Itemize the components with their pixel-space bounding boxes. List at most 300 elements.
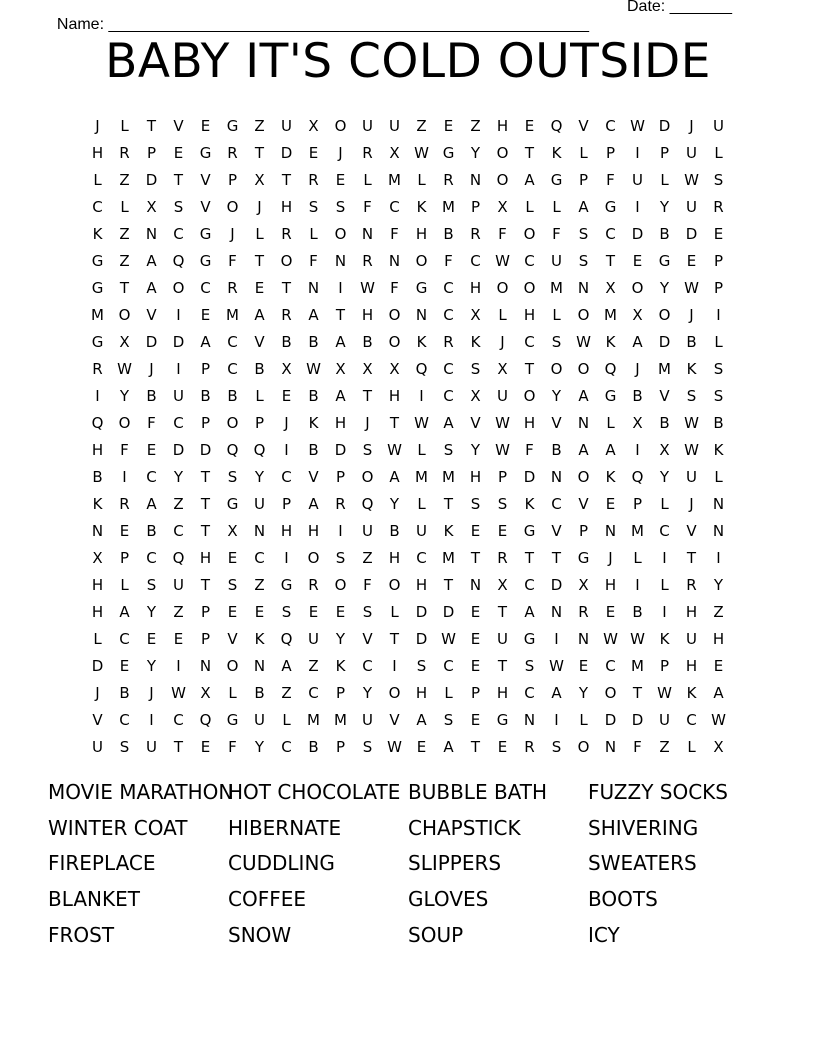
- grid-letter: N: [388, 251, 401, 270]
- grid-letter: L: [444, 683, 453, 702]
- grid-letter: O: [388, 305, 401, 324]
- grid-letter: R: [470, 224, 481, 243]
- word-bank-item: WINTER COAT: [48, 815, 188, 840]
- grid-letter: C: [605, 116, 616, 135]
- grid-letter: W: [387, 440, 402, 459]
- grid-letter: P: [578, 170, 589, 189]
- grid-letter: C: [146, 467, 157, 486]
- grid-letter: J: [95, 683, 100, 702]
- grid-letter: N: [523, 710, 536, 729]
- grid-letter: X: [632, 413, 643, 432]
- grid-letter: E: [578, 656, 589, 675]
- grid-letter: Z: [119, 170, 130, 189]
- grid-letter: M: [226, 305, 239, 324]
- grid-letter: C: [443, 278, 454, 297]
- grid-letter: L: [660, 575, 669, 594]
- grid-letter: H: [415, 575, 428, 594]
- grid-letter: O: [118, 305, 131, 324]
- grid-letter: W: [684, 278, 699, 297]
- grid-letter: X: [146, 197, 157, 216]
- word-bank-item: BUBBLE BATH: [408, 780, 548, 804]
- grid-letter: B: [632, 602, 643, 621]
- grid-letter: C: [119, 629, 130, 648]
- grid-letter: T: [173, 170, 184, 189]
- grid-letter: Y: [254, 737, 265, 756]
- grid-letter: B: [146, 521, 157, 540]
- grid-letter: L: [606, 413, 615, 432]
- grid-letter: D: [415, 602, 428, 621]
- grid-letter: A: [119, 602, 130, 621]
- word-bank-item: FIREPLACE: [48, 851, 156, 876]
- grid-letter: N: [253, 656, 266, 675]
- grid-letter: V: [659, 386, 670, 405]
- grid-letter: V: [254, 332, 265, 351]
- grid-letter: O: [226, 413, 239, 432]
- grid-letter: W: [171, 683, 186, 702]
- word-bank-item: SOUP: [408, 922, 464, 947]
- grid-letter: D: [658, 116, 671, 135]
- grid-letter: E: [497, 521, 508, 540]
- grid-letter: X: [659, 440, 670, 459]
- grid-letter: Y: [362, 683, 373, 702]
- grid-letter: V: [200, 170, 211, 189]
- grid-letter: S: [416, 656, 427, 675]
- grid-letter: I: [176, 656, 181, 675]
- grid-letter: F: [363, 197, 372, 216]
- grid-letter: P: [470, 683, 481, 702]
- grid-letter: Q: [415, 359, 428, 378]
- grid-letter: R: [335, 494, 346, 513]
- grid-letter: I: [149, 710, 154, 729]
- word-bank-item: SHIVERING: [588, 815, 699, 840]
- grid-letter: Z: [281, 683, 292, 702]
- grid-letter: T: [200, 521, 211, 540]
- grid-letter: T: [470, 737, 481, 756]
- grid-letter: G: [550, 170, 563, 189]
- grid-letter: W: [306, 359, 321, 378]
- grid-letter: R: [443, 170, 454, 189]
- grid-letter: Q: [172, 548, 185, 567]
- grid-letter: L: [282, 710, 291, 729]
- grid-letter: B: [308, 440, 319, 459]
- grid-letter: E: [713, 656, 724, 675]
- name-field-label: Name: ______________________________________________________: [56, 16, 589, 33]
- grid-letter: O: [604, 683, 617, 702]
- word-bank-item: SWEATERS: [588, 851, 697, 876]
- grid-letter: D: [280, 143, 293, 162]
- grid-letter: T: [524, 143, 535, 162]
- grid-letter: S: [362, 440, 373, 459]
- grid-letter: H: [91, 602, 104, 621]
- grid-letter: B: [200, 386, 211, 405]
- grid-letter: V: [551, 521, 562, 540]
- grid-letter: T: [443, 494, 454, 513]
- grid-letter: S: [497, 494, 508, 513]
- grid-letter: W: [495, 440, 510, 459]
- grid-letter: O: [334, 224, 347, 243]
- grid-letter: C: [443, 386, 454, 405]
- grid-letter: A: [308, 494, 319, 513]
- grid-letter: P: [713, 251, 724, 270]
- grid-letter: H: [415, 683, 428, 702]
- grid-letter: W: [684, 413, 699, 432]
- grid-letter: N: [361, 224, 374, 243]
- grid-letter: R: [443, 332, 454, 351]
- grid-letter: L: [498, 305, 507, 324]
- grid-letter: E: [470, 656, 481, 675]
- grid-letter: H: [280, 521, 293, 540]
- grid-letter: F: [498, 224, 507, 243]
- grid-letter: H: [361, 305, 374, 324]
- grid-letter: D: [145, 170, 158, 189]
- grid-letter: N: [469, 170, 482, 189]
- grid-letter: H: [685, 656, 698, 675]
- grid-letter: L: [417, 170, 426, 189]
- grid-letter: Q: [631, 467, 644, 486]
- grid-letter: G: [91, 251, 104, 270]
- grid-letter: T: [200, 575, 211, 594]
- grid-letter: I: [122, 467, 127, 486]
- grid-letter: M: [307, 710, 320, 729]
- grid-letter: U: [254, 494, 265, 513]
- grid-letter: W: [603, 629, 618, 648]
- grid-letter: W: [360, 278, 375, 297]
- grid-letter: H: [334, 413, 347, 432]
- grid-letter: F: [228, 251, 237, 270]
- grid-letter: B: [119, 683, 130, 702]
- grid-letter: T: [281, 170, 292, 189]
- grid-letter: W: [630, 629, 645, 648]
- grid-letter: O: [523, 224, 536, 243]
- grid-row: [84, 652, 734, 679]
- grid-letter: G: [199, 224, 212, 243]
- grid-letter: H: [91, 575, 104, 594]
- grid-letter: V: [470, 413, 481, 432]
- grid-letter: U: [686, 629, 697, 648]
- word-bank-item: SLIPPERS: [408, 851, 502, 876]
- grid-letter: S: [713, 359, 724, 378]
- grid-letter: S: [443, 710, 454, 729]
- grid-letter: R: [308, 170, 319, 189]
- grid-letter: L: [255, 224, 264, 243]
- grid-letter: D: [415, 629, 428, 648]
- grid-letter: Z: [713, 602, 724, 621]
- grid-letter: P: [632, 494, 643, 513]
- grid-letter: K: [605, 332, 616, 351]
- grid-letter: M: [550, 278, 563, 297]
- grid-letter: D: [172, 332, 185, 351]
- grid-letter: L: [714, 332, 723, 351]
- grid-letter: F: [390, 278, 399, 297]
- grid-letter: O: [523, 278, 536, 297]
- grid-letter: G: [496, 710, 509, 729]
- grid-letter: H: [469, 278, 482, 297]
- grid-letter: W: [441, 629, 456, 648]
- grid-letter: H: [496, 116, 509, 135]
- grid-letter: X: [92, 548, 103, 567]
- grid-letter: J: [365, 413, 370, 432]
- grid-row: [84, 517, 734, 544]
- grid-letter: R: [362, 143, 373, 162]
- grid-letter: Y: [470, 143, 481, 162]
- grid-letter: C: [146, 548, 157, 567]
- grid-letter: Q: [253, 440, 266, 459]
- grid-letter: C: [227, 332, 238, 351]
- grid-letter: O: [577, 737, 590, 756]
- grid-letter: A: [524, 170, 535, 189]
- grid-letter: S: [551, 332, 562, 351]
- grid-letter: D: [199, 440, 212, 459]
- grid-letter: E: [470, 710, 481, 729]
- grid-letter: U: [686, 143, 697, 162]
- grid-letter: R: [281, 224, 292, 243]
- grid-letter: Z: [659, 737, 670, 756]
- grid-letter: L: [714, 143, 723, 162]
- grid-letter: X: [713, 737, 724, 756]
- grid-letter: K: [686, 683, 697, 702]
- grid-letter: H: [199, 548, 212, 567]
- grid-letter: O: [496, 278, 509, 297]
- grid-letter: O: [415, 251, 428, 270]
- grid-letter: J: [338, 143, 343, 162]
- grid-letter: P: [335, 683, 346, 702]
- grid-letter: C: [173, 710, 184, 729]
- grid-letter: L: [255, 386, 264, 405]
- grid-letter: L: [93, 170, 102, 189]
- grid-letter: E: [605, 602, 616, 621]
- grid-letter: I: [284, 440, 289, 459]
- grid-row: [84, 112, 734, 139]
- grid-letter: T: [281, 278, 292, 297]
- grid-letter: K: [308, 413, 319, 432]
- grid-letter: B: [308, 737, 319, 756]
- grid-letter: X: [335, 359, 346, 378]
- grid-letter: C: [254, 548, 265, 567]
- grid-letter: Y: [146, 656, 157, 675]
- grid-letter: I: [716, 305, 721, 324]
- grid-letter: H: [685, 602, 698, 621]
- grid-letter: O: [496, 143, 509, 162]
- grid-letter: U: [254, 710, 265, 729]
- grid-letter: L: [120, 116, 129, 135]
- grid-letter: F: [552, 224, 561, 243]
- grid-letter: B: [443, 224, 454, 243]
- grid-letter: Z: [362, 548, 373, 567]
- grid-letter: U: [713, 116, 724, 135]
- grid-letter: U: [497, 386, 508, 405]
- grid-letter: X: [254, 170, 265, 189]
- grid-letter: B: [686, 332, 697, 351]
- grid-letter: E: [200, 305, 211, 324]
- grid-letter: N: [577, 278, 590, 297]
- grid-letter: W: [630, 116, 645, 135]
- grid-letter: B: [389, 521, 400, 540]
- grid-letter: F: [606, 170, 615, 189]
- grid-letter: G: [226, 494, 239, 513]
- grid-letter: T: [335, 305, 346, 324]
- grid-letter: C: [200, 278, 211, 297]
- grid-letter: S: [335, 197, 346, 216]
- grid-letter: I: [176, 305, 181, 324]
- grid-letter: H: [712, 629, 725, 648]
- grid-letter: S: [551, 737, 562, 756]
- grid-letter: U: [92, 737, 103, 756]
- grid-letter: B: [632, 386, 643, 405]
- grid-letter: E: [146, 629, 157, 648]
- grid-letter: K: [524, 494, 535, 513]
- grid-letter: Q: [604, 359, 617, 378]
- grid-letter: G: [91, 332, 104, 351]
- grid-letter: G: [226, 116, 239, 135]
- word-bank-item: CUDDLING: [228, 851, 335, 876]
- grid-letter: S: [713, 386, 724, 405]
- word-bank-item: GLOVES: [408, 887, 489, 912]
- grid-letter: J: [608, 548, 613, 567]
- grid-letter: P: [335, 737, 346, 756]
- grid-letter: M: [415, 467, 428, 486]
- grid-letter: D: [145, 332, 158, 351]
- grid-letter: F: [363, 575, 372, 594]
- grid-letter: S: [173, 197, 184, 216]
- grid-letter: C: [173, 413, 184, 432]
- grid-letter: F: [309, 251, 318, 270]
- grid-letter: Y: [551, 386, 562, 405]
- grid-letter: A: [146, 278, 157, 297]
- grid-letter: U: [686, 467, 697, 486]
- grid-letter: D: [685, 224, 698, 243]
- grid-letter: T: [146, 116, 157, 135]
- grid-letter: C: [389, 197, 400, 216]
- grid-letter: A: [443, 413, 454, 432]
- puzzle-title: BABY IT'S COLD OUTSIDE: [105, 34, 711, 89]
- grid-letter: S: [686, 386, 697, 405]
- grid-letter: D: [172, 440, 185, 459]
- grid-letter: O: [334, 575, 347, 594]
- grid-letter: A: [578, 440, 589, 459]
- grid-letter: A: [713, 683, 724, 702]
- grid-letter: W: [684, 170, 699, 189]
- grid-letter: E: [281, 386, 292, 405]
- grid-letter: Q: [172, 251, 185, 270]
- grid-letter: E: [146, 440, 157, 459]
- grid-letter: M: [631, 521, 644, 540]
- grid-letter: V: [308, 467, 319, 486]
- grid-letter: E: [470, 521, 481, 540]
- grid-letter: Y: [254, 467, 265, 486]
- grid-letter: K: [92, 494, 103, 513]
- grid-letter: E: [200, 116, 211, 135]
- grid-row: [84, 166, 734, 193]
- grid-letter: E: [254, 278, 265, 297]
- grid-letter: O: [280, 251, 293, 270]
- grid-letter: J: [257, 197, 262, 216]
- grid-letter: J: [149, 359, 154, 378]
- grid-letter: L: [228, 683, 237, 702]
- grid-letter: P: [200, 602, 211, 621]
- grid-letter: X: [227, 521, 238, 540]
- grid-letter: C: [659, 521, 670, 540]
- grid-letter: E: [713, 224, 724, 243]
- grid-letter: L: [309, 224, 318, 243]
- grid-letter: R: [524, 737, 535, 756]
- grid-letter: C: [605, 224, 616, 243]
- grid-letter: P: [281, 494, 292, 513]
- grid-letter: C: [524, 332, 535, 351]
- grid-letter: I: [635, 440, 640, 459]
- grid-letter: X: [200, 683, 211, 702]
- grid-letter: C: [686, 710, 697, 729]
- grid-letter: W: [495, 413, 510, 432]
- grid-letter: E: [119, 656, 130, 675]
- grid-letter: Z: [254, 575, 265, 594]
- grid-letter: Z: [416, 116, 427, 135]
- grid-letter: E: [497, 737, 508, 756]
- grid-letter: G: [577, 548, 590, 567]
- grid-letter: H: [523, 305, 536, 324]
- grid-letter: U: [146, 737, 157, 756]
- grid-letter: T: [605, 251, 616, 270]
- grid-letter: W: [117, 359, 132, 378]
- grid-letter: S: [713, 170, 724, 189]
- grid-letter: T: [254, 251, 265, 270]
- grid-letter: T: [443, 575, 454, 594]
- grid-letter: O: [307, 548, 320, 567]
- grid-letter: R: [362, 251, 373, 270]
- grid-letter: E: [308, 143, 319, 162]
- grid-letter: O: [388, 683, 401, 702]
- grid-letter: W: [387, 737, 402, 756]
- grid-letter: I: [554, 710, 559, 729]
- grid-letter: S: [443, 440, 454, 459]
- grid-letter: M: [91, 305, 104, 324]
- grid-letter: V: [227, 629, 238, 648]
- grid-letter: Z: [119, 251, 130, 270]
- grid-letter: S: [524, 656, 535, 675]
- grid-letter: I: [635, 143, 640, 162]
- grid-letter: L: [552, 197, 561, 216]
- grid-letter: X: [470, 305, 481, 324]
- grid-letter: C: [227, 359, 238, 378]
- grid-letter: H: [388, 548, 401, 567]
- grid-letter: A: [551, 683, 562, 702]
- grid-letter: V: [551, 413, 562, 432]
- grid-row: [84, 733, 734, 760]
- grid-letter: P: [200, 629, 211, 648]
- grid-letter: B: [713, 413, 724, 432]
- grid-letter: A: [578, 197, 589, 216]
- grid-letter: T: [497, 602, 508, 621]
- grid-letter: T: [551, 548, 562, 567]
- grid-letter: G: [199, 143, 212, 162]
- grid-letter: V: [146, 305, 157, 324]
- grid-letter: X: [119, 332, 130, 351]
- grid-letter: S: [281, 602, 292, 621]
- grid-letter: I: [338, 521, 343, 540]
- grid-letter: Q: [280, 629, 293, 648]
- grid-letter: L: [687, 737, 696, 756]
- grid-letter: G: [523, 629, 536, 648]
- grid-letter: O: [334, 116, 347, 135]
- grid-letter: A: [524, 602, 535, 621]
- grid-letter: A: [578, 386, 589, 405]
- grid-letter: I: [419, 386, 424, 405]
- grid-letter: C: [308, 683, 319, 702]
- grid-letter: I: [662, 548, 667, 567]
- grid-letter: X: [362, 359, 373, 378]
- grid-letter: P: [335, 467, 346, 486]
- grid-letter: X: [605, 278, 616, 297]
- grid-letter: E: [416, 737, 427, 756]
